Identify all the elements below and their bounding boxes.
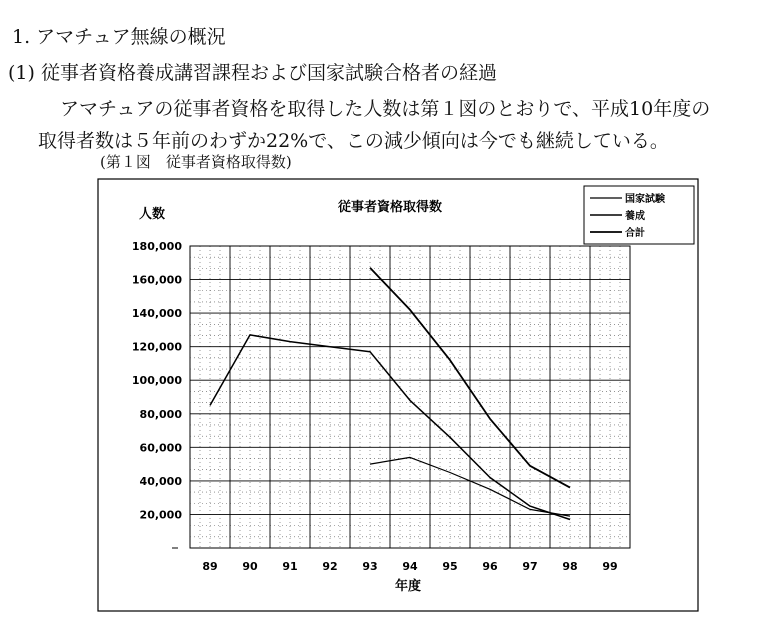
y-tick-label: 140,000: [131, 307, 182, 321]
x-tick-label: 89: [202, 560, 218, 573]
y-tick-label: 60,000: [139, 441, 182, 455]
legend-label: 養成: [625, 211, 645, 222]
x-tick-label: 90: [242, 560, 258, 573]
section-heading: 1. アマチュア無線の概況: [12, 26, 226, 48]
y-tick-label: 20,000: [139, 508, 182, 522]
figure-caption: (第１図 従事者資格取得数): [100, 153, 292, 171]
y-tick-label: 100,000: [131, 374, 182, 388]
x-tick-label: 91: [282, 560, 298, 573]
y-tick-label: 180,000: [131, 240, 182, 253]
x-tick-label: 99: [602, 560, 618, 573]
x-tick-label: 98: [562, 560, 578, 573]
chart-title: 従事者資格取得数: [337, 200, 443, 215]
x-tick-label: 95: [442, 560, 458, 573]
x-tick-label: 96: [482, 560, 498, 573]
subsection-heading: (1) 従事者資格養成講習課程および国家試験合格者の経過: [8, 62, 497, 84]
legend-label: 合計: [625, 228, 645, 239]
y-tick-label: 80,000: [139, 407, 182, 421]
x-tick-label: 94: [402, 560, 418, 573]
x-tick-label: 97: [522, 560, 538, 573]
y-tick-label: 120,000: [131, 340, 182, 354]
legend: [584, 186, 694, 244]
paragraph-line-2: 取得者数は５年前のわずか22%で、この減少傾向は今でも継続している。: [38, 130, 669, 152]
y-tick-label: 160,000: [131, 273, 182, 287]
x-tick-label: 92: [322, 560, 338, 573]
paragraph-line-1: アマチュアの従事者資格を取得した人数は第１図のとおりで、平成10年度の: [60, 98, 711, 120]
x-axis-label: 年度: [394, 579, 422, 594]
legend-label: 国家試験: [625, 194, 665, 205]
x-tick-label: 93: [362, 560, 378, 573]
y-tick-label: 40,000: [139, 474, 182, 488]
y-axis-label: 人数: [138, 207, 166, 222]
